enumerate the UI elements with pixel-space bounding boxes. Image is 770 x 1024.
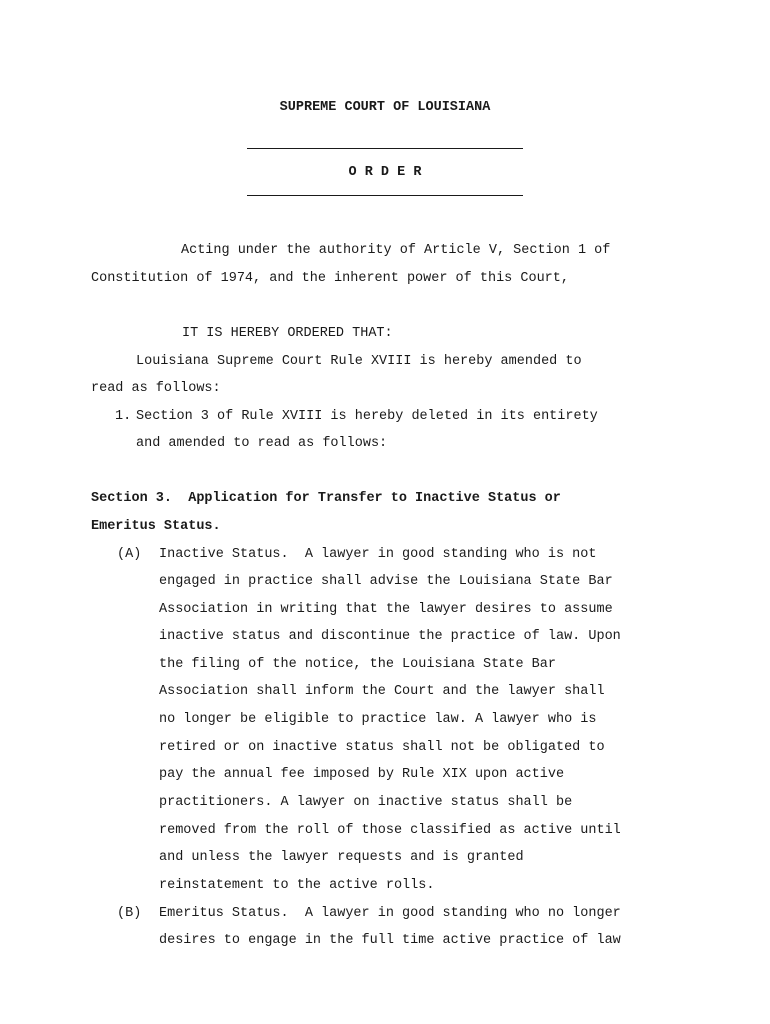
subsection-a-line: and unless the lawyer requests and is granted bbox=[159, 850, 524, 865]
subsection-a-line: reinstatement to the active rolls. bbox=[159, 878, 435, 893]
subsection-a-line: no longer be eligible to practice law. A lawyer who is bbox=[159, 712, 597, 727]
amend-line-1: Louisiana Supreme Court Rule XVIII is hereby amended to bbox=[136, 354, 582, 369]
section-heading-line-1: Section 3. Application for Transfer to Inactive Status or bbox=[91, 491, 561, 506]
item-number: 1. bbox=[115, 409, 132, 424]
subsection-a-line: retired or on inactive status shall not be obligated to bbox=[159, 740, 605, 755]
subsection-a-line: the filing of the notice, the Louisiana State Bar bbox=[159, 657, 556, 672]
subsection-a-line: Association in writing that the lawyer desires to assume bbox=[159, 602, 613, 617]
subsection-a-line: Association shall inform the Court and the lawyer shall bbox=[159, 684, 605, 699]
item-line-1: Section 3 of Rule XVIII is hereby deleted in its entirety bbox=[136, 409, 598, 424]
title-rule-bottom bbox=[247, 195, 523, 196]
subsection-a-line: pay the annual fee imposed by Rule XIX upon active bbox=[159, 767, 565, 782]
preamble-line-1: Acting under the authority of Article V, Section 1 of bbox=[181, 243, 611, 258]
preamble-line-2: Constitution of 1974, and the inherent power of this Court, bbox=[91, 271, 569, 286]
subsection-b-line: desires to engage in the full time active practice of law bbox=[159, 933, 621, 948]
subsection-a-line: practitioners. A lawyer on inactive status shall be bbox=[159, 795, 573, 810]
section-heading-line-2: Emeritus Status. bbox=[91, 519, 221, 534]
subsection-a-line: inactive status and discontinue the practice of law. Upon bbox=[159, 629, 621, 644]
amend-line-2: read as follows: bbox=[91, 381, 221, 396]
subsection-b-label: (B) bbox=[117, 906, 142, 921]
subsection-b-line: Emeritus Status. A lawyer in good standing who no longer bbox=[159, 906, 621, 921]
subsection-a-line: removed from the roll of those classified as active until bbox=[159, 823, 621, 838]
subsection-a-label: (A) bbox=[117, 547, 142, 562]
subsection-a-line: Inactive Status. A lawyer in good standing who is not bbox=[159, 547, 597, 562]
title-rule-top bbox=[247, 148, 523, 149]
ordered-heading: IT IS HEREBY ORDERED THAT: bbox=[182, 326, 393, 341]
subsection-a-line: engaged in practice shall advise the Louisiana State Bar bbox=[159, 574, 613, 589]
item-line-2: and amended to read as follows: bbox=[136, 436, 388, 451]
order-title: O R D E R bbox=[348, 165, 422, 180]
court-title: SUPREME COURT OF LOUISIANA bbox=[279, 100, 491, 115]
